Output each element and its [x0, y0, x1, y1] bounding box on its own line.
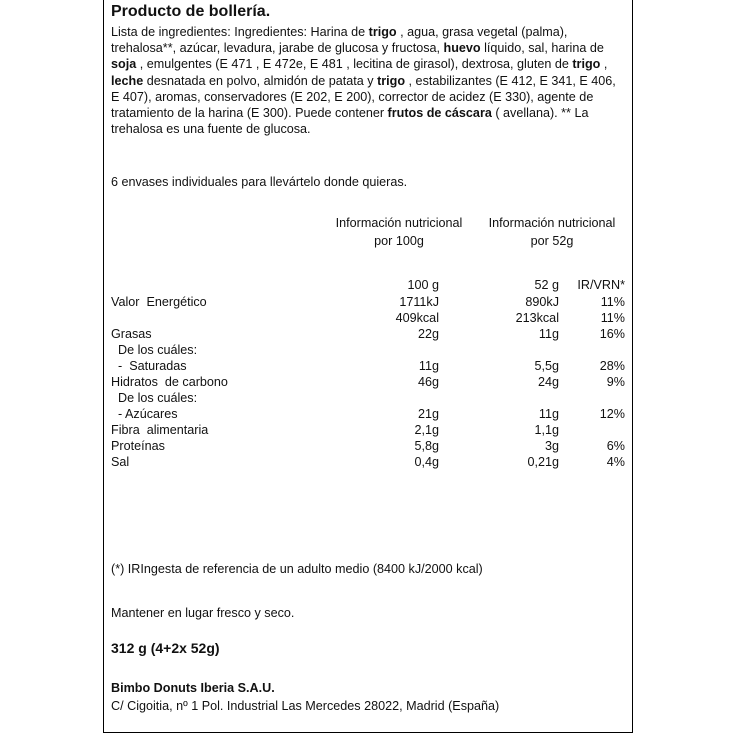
nutrition-header-100g-line2: por 100g: [374, 234, 424, 248]
packaging-note: 6 envases individuales para llevártelo donde quieras.: [111, 175, 408, 189]
nutrition-header-100g: [326, 214, 472, 250]
reference-intake: 12%: [599, 407, 625, 421]
value-per-52g: 890kJ: [525, 295, 559, 309]
value-per-52g: 11g: [538, 407, 559, 421]
ingredient-text: ,: [600, 57, 608, 72]
company-name: Bimbo Donuts Iberia S.A.U.: [111, 681, 275, 695]
company-address: C/ Cigoitia, nº 1 Pol. Industrial Las Mercedes 28022, Madrid (España): [111, 699, 500, 713]
nutrition-header-52g-line1: Información nutricional: [488, 216, 616, 230]
reference-intake: 11%: [600, 311, 625, 325]
reference-intake: 9%: [606, 375, 625, 389]
ingredients-list: [111, 24, 626, 137]
storage-note: Mantener en lugar fresco y seco.: [111, 606, 295, 620]
value-per-100g: 22g: [417, 327, 439, 341]
ingredient-text: ( avellana). ** La trehalosa es una fuente de glucosa.: [111, 106, 589, 137]
allergen-text: huevo: [443, 41, 481, 56]
ingredient-text: , emulgentes (E 471 , E 472e, E 481 , lecitina de girasol), dextrosa, gluten de: [136, 57, 573, 72]
nutrient-label: - Saturadas: [111, 359, 187, 373]
nutrient-label: Grasas: [111, 327, 152, 341]
value-per-100g: 0,4g: [414, 455, 439, 469]
net-weight: 312 g (4+2x 52g): [111, 640, 220, 656]
value-per-100g: 46g: [417, 375, 439, 389]
nutrition-row: [111, 439, 629, 455]
reference-intake: IR/VRN*: [577, 278, 625, 292]
nutrition-row: [111, 311, 629, 327]
reference-intake: 11%: [600, 295, 625, 309]
value-per-100g: 1711kJ: [399, 295, 439, 309]
value-per-100g: 21g: [417, 407, 439, 421]
ingredient-text: , estabilizantes (E 412, E 341, E 406, E 407), aromas, conservadores (E 202, E 200), corrector de acidez (E 330), agente de tratamiento de la harina (E 300). Puede contener: [111, 73, 616, 121]
nutrition-header-100g-line1: Información nutricional: [335, 216, 463, 230]
value-per-52g: 1,1g: [534, 423, 559, 437]
value-per-52g: 0,21g: [527, 455, 559, 469]
allergen-text: frutos de cáscara: [387, 106, 492, 121]
value-per-100g: 5,8g: [414, 439, 439, 453]
nutrient-label: Fibra alimentaria: [111, 423, 209, 437]
nutrition-row: [111, 391, 629, 407]
ingredient-text: , agua, grasa vegetal (palma), trehalosa**, azúcar, levadura, jarabe de glucosa y fructosa,: [111, 25, 568, 56]
reference-intake: 4%: [606, 455, 625, 469]
nutrient-label: Valor Energético: [111, 295, 207, 309]
nutrition-header-52g-line2: por 52g: [530, 234, 574, 248]
allergen-text: soja: [111, 57, 137, 72]
ir-footnote: (*) IRIngesta de referencia de un adulto medio (8400 kJ/2000 kcal): [111, 562, 483, 576]
nutrient-label: Proteínas: [111, 439, 165, 453]
reference-intake: 16%: [599, 327, 625, 341]
nutrient-label: De los cuáles:: [111, 391, 198, 405]
value-per-100g: 11g: [418, 359, 439, 373]
nutrition-row: [111, 278, 629, 294]
nutrient-label: Hidratos de carbono: [111, 375, 228, 389]
value-per-52g: 24g: [537, 375, 559, 389]
allergen-text: leche: [111, 73, 144, 88]
value-per-52g: 5,5g: [534, 359, 559, 373]
value-per-100g: 100 g: [407, 278, 439, 292]
reference-intake: 6%: [606, 439, 625, 453]
value-per-52g: 213kcal: [515, 311, 559, 325]
product-title: Producto de bollería.: [111, 3, 271, 20]
value-per-52g: 52 g: [534, 278, 559, 292]
nutrition-row: [111, 295, 629, 311]
nutrition-row: [111, 455, 629, 471]
allergen-text: trigo: [368, 25, 397, 39]
nutrition-row: [111, 359, 629, 375]
nutrition-row: [111, 327, 629, 343]
value-per-100g: 409kcal: [395, 311, 439, 325]
nutrition-row: [111, 423, 629, 439]
value-per-100g: 2,1g: [414, 423, 439, 437]
ingredient-text: líquido, sal, harina de: [480, 41, 604, 56]
nutrient-label: Sal: [111, 455, 130, 469]
value-per-52g: 11g: [538, 327, 559, 341]
allergen-text: trigo: [572, 57, 601, 72]
value-per-52g: 3g: [544, 439, 559, 453]
nutrition-row: [111, 407, 629, 423]
nutrition-header-52g: [480, 214, 624, 250]
nutrition-row: [111, 343, 629, 359]
nutrient-label: De los cuáles:: [111, 343, 198, 357]
allergen-text: trigo: [377, 73, 406, 88]
ingredient-text: desnatada en polvo, almidón de patata y: [143, 73, 378, 88]
ingredient-text: Lista de ingredientes: Ingredientes: Harina de: [111, 25, 369, 39]
reference-intake: 28%: [599, 359, 625, 373]
nutrition-row: [111, 375, 629, 391]
nutrient-label: - Azúcares: [111, 407, 178, 421]
label-card: [103, 0, 633, 733]
